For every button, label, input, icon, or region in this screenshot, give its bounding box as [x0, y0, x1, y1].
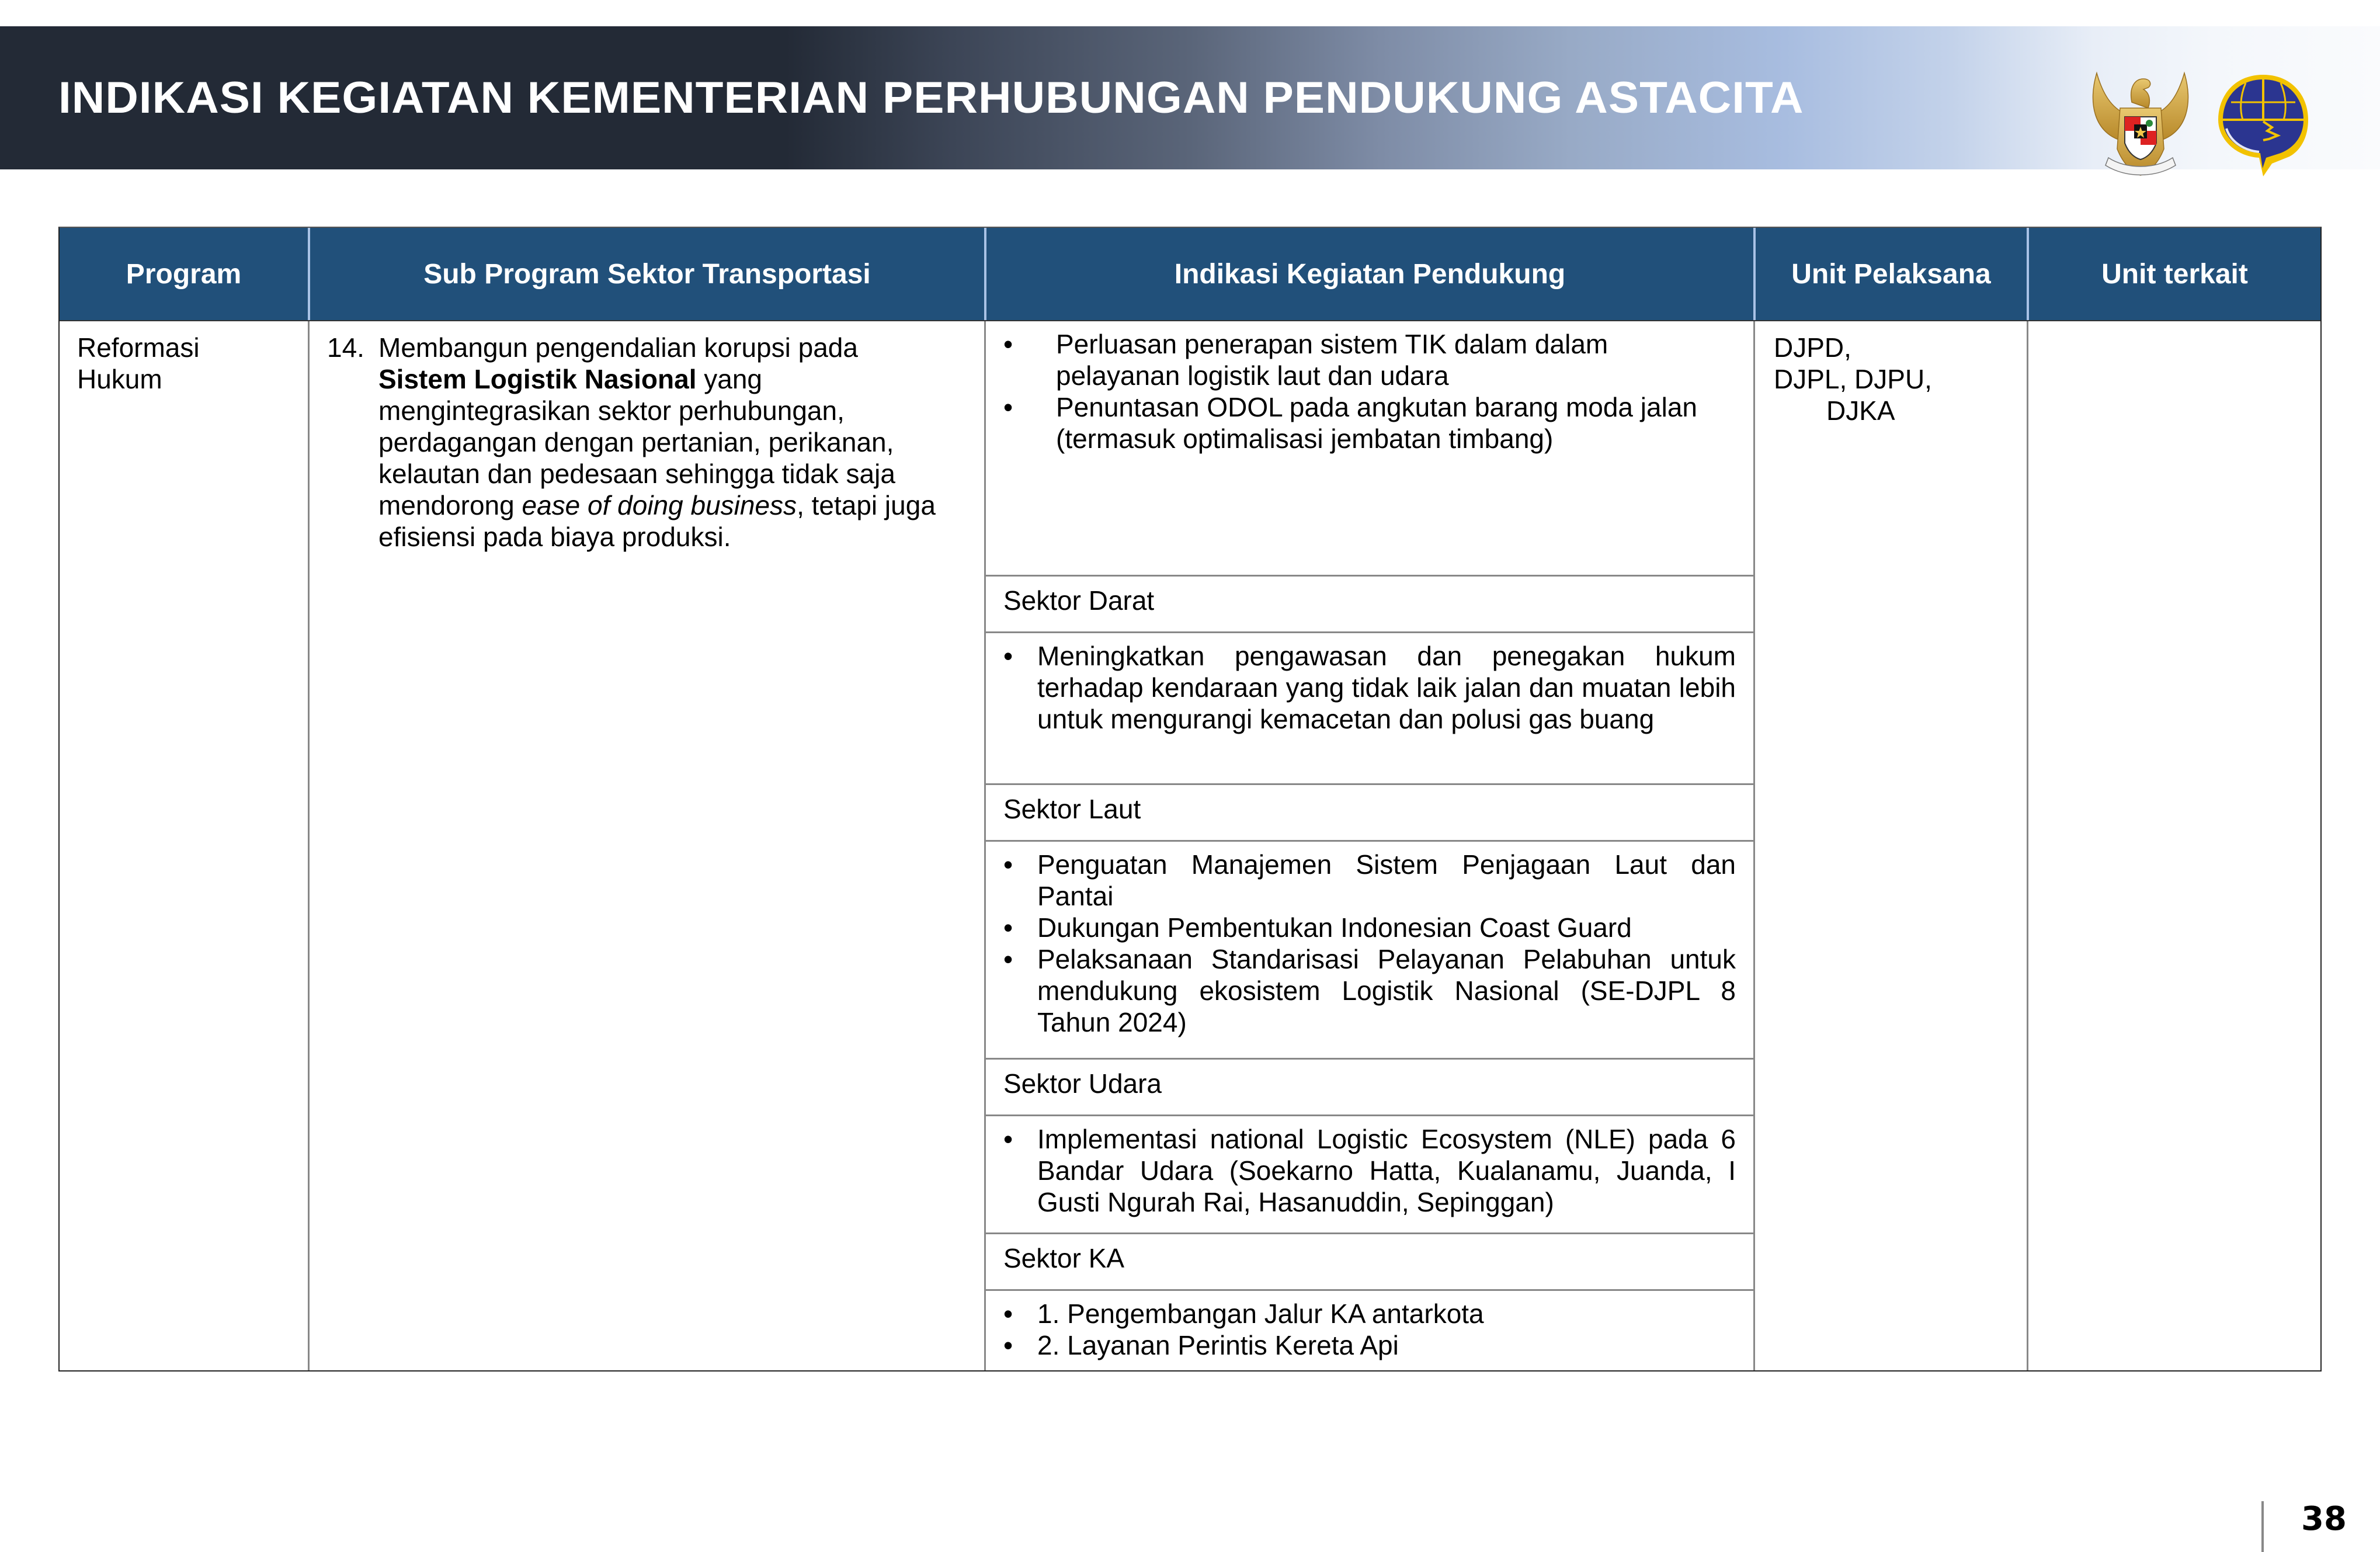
- program-line: Hukum: [77, 364, 162, 394]
- bullet-icon: •: [1003, 1298, 1013, 1329]
- bullet-icon: •: [1003, 944, 1013, 974]
- list-item-text: Penuntasan ODOL pada angkutan barang moda jalan (termasuk optimalisasi jembatan timbang): [1056, 392, 1697, 454]
- column-header-unit-terkait: Unit terkait: [2027, 228, 2320, 320]
- activities-table: [58, 227, 2322, 1372]
- list-item: [1003, 1298, 1736, 1329]
- ka-activities-list: [1003, 1298, 1736, 1361]
- sector-label-laut: Sektor Laut: [986, 785, 1753, 842]
- sector-items-udara: [986, 1116, 1753, 1234]
- list-item-text: 1. Pengembangan Jalur KA antarkota: [1037, 1298, 1484, 1329]
- sector-items-darat: [986, 633, 1753, 785]
- bullet-icon: •: [1003, 329, 1013, 359]
- sector-items-ka: [986, 1291, 1753, 1373]
- list-item: [1003, 391, 1736, 454]
- udara-activities-list: [1003, 1123, 1736, 1218]
- list-item: [1003, 1123, 1736, 1218]
- unit-pelaksana-list: [1774, 332, 1932, 426]
- list-item-text: Dukungan Pembentukan Indonesian Coast Guard: [1037, 912, 1632, 943]
- bullet-icon: •: [1003, 912, 1013, 943]
- title-banner: [0, 26, 2380, 169]
- list-item: [1003, 912, 1736, 943]
- list-item: [1003, 328, 1736, 391]
- list-item-text: Implementasi national Logistic Ecosystem (NLE) pada 6 Bandar Udara (Soekarno Hatta, Kualanamu, Juanda, I Gusti Ngurah Rai, Hasanuddin, Sepinggan): [1037, 1124, 1736, 1217]
- list-item-text: Penguatan Manajemen Sistem Penjagaan Laut dan Pantai: [1037, 849, 1736, 911]
- sub-program-item: [327, 332, 949, 553]
- cell-unit-terkait: [2027, 321, 2320, 1370]
- laut-activities-list: [1003, 849, 1736, 1038]
- indikasi-general: [986, 321, 1753, 577]
- bullet-icon: •: [1003, 849, 1013, 880]
- program-name: [77, 332, 200, 395]
- column-header-program: Program: [126, 258, 242, 290]
- program-line: Reformasi: [77, 332, 200, 363]
- cell-indikasi: [984, 321, 1753, 1370]
- page-number: 38: [2301, 1500, 2347, 1538]
- sector-label-udara: Sektor Udara: [986, 1060, 1753, 1116]
- sector-label-ka: Sektor KA: [986, 1234, 1753, 1291]
- sub-program-italic-term: ease of doing business: [522, 490, 797, 520]
- sector-items-laut: [986, 842, 1753, 1060]
- bullet-icon: •: [1003, 1124, 1013, 1154]
- column-header-indikasi: Indikasi Kegiatan Pendukung: [984, 228, 1753, 320]
- bullet-icon: •: [1003, 392, 1013, 422]
- column-header-sub-program: Sub Program Sektor Transportasi: [308, 228, 984, 320]
- sub-program-text-part: , tetapi juga efisiensi pada biaya produksi.: [378, 490, 936, 552]
- cell-unit-pelaksana: [1753, 321, 2027, 1370]
- unit-pelaksana-line: DJKA: [1826, 395, 1895, 426]
- bullet-icon: •: [1003, 641, 1013, 671]
- list-item: [1003, 943, 1736, 1038]
- cell-program: [60, 321, 308, 1370]
- sub-program-bold-term: Sistem Logistik Nasional: [378, 364, 697, 394]
- list-item-text: Perluasan penerapan sistem TIK dalam dalam pelayanan logistik laut dan udara: [1056, 329, 1608, 391]
- list-item: [1003, 849, 1736, 912]
- sector-label-darat: Sektor Darat: [986, 577, 1753, 633]
- sub-program-text-part: yang mengintegrasikan sektor perhubungan, perdagangan dengan pertanian, perikanan, kelautan dan pedesaan sehingga tidak saja mendorong: [378, 364, 895, 520]
- garuda-pancasila-emblem-icon: [2085, 61, 2196, 184]
- bullet-icon: •: [1003, 1330, 1013, 1360]
- sub-program-number: 14.: [327, 332, 364, 363]
- kemenhub-logo-icon: [2214, 70, 2313, 178]
- sub-program-text: [378, 332, 949, 553]
- list-item-text: Pelaksanaan Standarisasi Pelayanan Pelabuhan untuk mendukung ekosistem Logistik Nasional (SE-DJPL 8 Tahun 2024): [1037, 944, 1736, 1037]
- column-header-unit-pelaksana: Unit Pelaksana: [1753, 228, 2027, 320]
- general-activities-list: [1003, 328, 1736, 454]
- sub-program-text-part: Membangun pengendalian korupsi pada: [378, 332, 858, 363]
- darat-activities-list: [1003, 640, 1736, 735]
- page-number-divider: [2261, 1501, 2264, 1552]
- list-item-text: Meningkatkan pengawasan dan penegakan hukum terhadap kendaraan yang tidak laik jalan dan muatan lebih untuk mengurangi kemacetan dan polusi gas buang: [1037, 641, 1736, 734]
- list-item: [1003, 640, 1736, 735]
- page-title: INDIKASI KEGIATAN KEMENTERIAN PERHUBUNGAN PENDUKUNG ASTACITA: [58, 73, 1804, 123]
- table-header: [60, 228, 2320, 321]
- unit-pelaksana-line: DJPL, DJPU,: [1774, 364, 1932, 394]
- unit-pelaksana-line: DJPD,: [1774, 332, 1851, 363]
- list-item-text: 2. Layanan Perintis Kereta Api: [1037, 1330, 1399, 1360]
- cell-sub-program: [308, 321, 984, 1370]
- list-item: [1003, 1329, 1736, 1361]
